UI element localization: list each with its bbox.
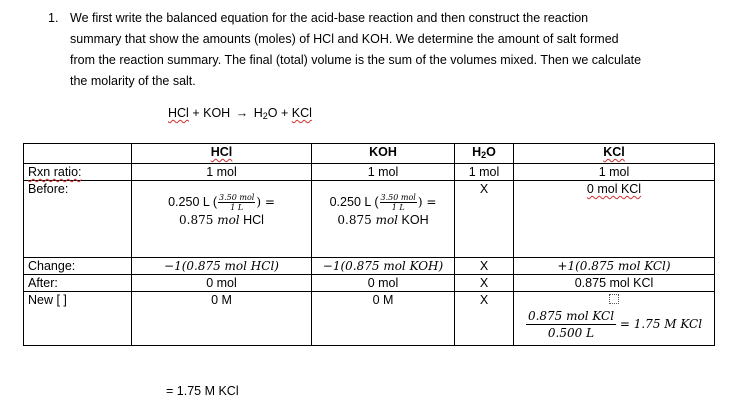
before-kcl — [514, 181, 715, 258]
final-result — [166, 384, 239, 398]
koh-species: KOH — [398, 213, 429, 227]
hcl-tail: ) = — [256, 194, 275, 209]
eq-o: O — [267, 106, 278, 120]
hcl-moles-unit: mol — [217, 213, 240, 227]
koh-moles-unit: mol — [375, 213, 399, 227]
ratio-label — [24, 164, 132, 181]
kcl-molarity-result: = 1.75 M KCl — [616, 316, 703, 331]
equation-placeholder-icon — [518, 292, 710, 308]
hcl-species: HCl — [239, 213, 264, 227]
new-conc-hcl: 0 M — [132, 292, 312, 346]
ratio-hcl: 1 mol — [132, 164, 312, 181]
intro-line-1: We first write the balanced equation for the acid-base reaction and then construct the reaction — [70, 11, 589, 25]
balanced-equation — [168, 106, 312, 121]
before-hcl — [132, 181, 312, 258]
hcl-frac-num: 3.50 mol — [219, 193, 255, 202]
hcl-frac-den: 1 L — [230, 203, 244, 212]
before-h2o: X — [455, 181, 514, 258]
new-conc-kcl — [514, 292, 715, 346]
change-koh: −1(0.875 mol KOH) — [312, 258, 455, 275]
list-number: 1. — [48, 11, 59, 25]
ratio-label-text: Rxn ratio: — [28, 165, 82, 179]
header-koh: KOH — [312, 144, 455, 164]
koh-concentration-fraction — [380, 193, 417, 212]
kcl-frac-num: 0.875 mol KCl — [527, 309, 615, 323]
koh-frac-num: 3.50 mol — [380, 193, 416, 202]
eq-reactant-hcl: HCl — [168, 106, 189, 120]
hcl-volume: 0.250 L ( — [168, 194, 217, 209]
change-h2o: X — [455, 258, 514, 275]
koh-volume: 0.250 L ( — [329, 194, 379, 209]
hcl-moles-value: 0.875 — [179, 213, 218, 227]
table-row-ratio — [24, 164, 715, 181]
eq-sub-2: 2 — [262, 111, 268, 121]
koh-moles-value: 0.875 — [337, 213, 376, 227]
kcl-frac-den: 0.500 L — [547, 326, 595, 340]
after-hcl: 0 mol — [132, 275, 312, 292]
after-h2o: X — [455, 275, 514, 292]
eq-product-kcl: KCl — [291, 106, 312, 120]
header-hcl-text: HCl — [210, 145, 233, 159]
change-hcl: −1(0.875 mol HCl) — [132, 258, 312, 275]
koh-tail: ) = — [417, 194, 437, 209]
new-conc-koh: 0 M — [312, 292, 455, 346]
before-hcl-calc — [136, 193, 307, 228]
before-kcl-text: 0 mol KCl — [586, 182, 642, 196]
header-kcl-text: KCl — [603, 145, 625, 159]
eq-plus: + — [192, 106, 200, 120]
final-result-text: = 1.75 M KCl — [166, 384, 239, 398]
header-blank — [24, 144, 132, 164]
eq-plus-2: + — [280, 106, 289, 120]
table-row-before — [24, 181, 715, 258]
intro-line-3: from the reaction summary. The final (total) volume is the sum of the volumes mixed. Then we calculate — [70, 53, 642, 67]
eq-reactant-koh: KOH — [203, 106, 231, 120]
change-kcl: +1(0.875 mol KCl) — [514, 258, 715, 275]
reaction-table — [23, 143, 715, 346]
before-koh-calc — [316, 193, 450, 228]
after-koh: 0 mol — [312, 275, 455, 292]
intro-text — [70, 8, 730, 92]
eq-product-water — [254, 106, 278, 120]
table-header-row — [24, 144, 715, 164]
reaction-arrow-icon: → — [235, 106, 249, 120]
new-conc-label: New [ ] — [24, 292, 132, 346]
before-label: Before: — [24, 181, 132, 258]
before-koh — [312, 181, 455, 258]
eq-h: H — [253, 106, 263, 120]
ratio-h2o: 1 mol — [455, 164, 514, 181]
after-kcl: 0.875 mol KCl — [514, 275, 715, 292]
intro-line-4: the molarity of the salt. — [70, 74, 196, 88]
ratio-kcl: 1 mol — [514, 164, 715, 181]
new-conc-h2o: X — [455, 292, 514, 346]
hcl-concentration-fraction — [218, 193, 255, 212]
ratio-koh: 1 mol — [312, 164, 455, 181]
change-label: Change: — [24, 258, 132, 275]
intro-line-2: summary that show the amounts (moles) of HCl and KOH. We determine the amount of salt formed — [70, 32, 619, 46]
h2o-o: O — [486, 145, 496, 159]
table-row-new-concentration — [24, 292, 715, 346]
header-h2o — [455, 144, 514, 164]
h2o-h: H — [472, 145, 482, 159]
header-hcl — [132, 144, 312, 164]
table-row-change — [24, 258, 715, 275]
kcl-molarity-fraction — [526, 308, 616, 341]
header-kcl — [514, 144, 715, 164]
h2o-sub: 2 — [481, 150, 487, 160]
table-row-after — [24, 275, 715, 292]
after-label: After: — [24, 275, 132, 292]
koh-frac-den: 1 L — [391, 203, 405, 212]
